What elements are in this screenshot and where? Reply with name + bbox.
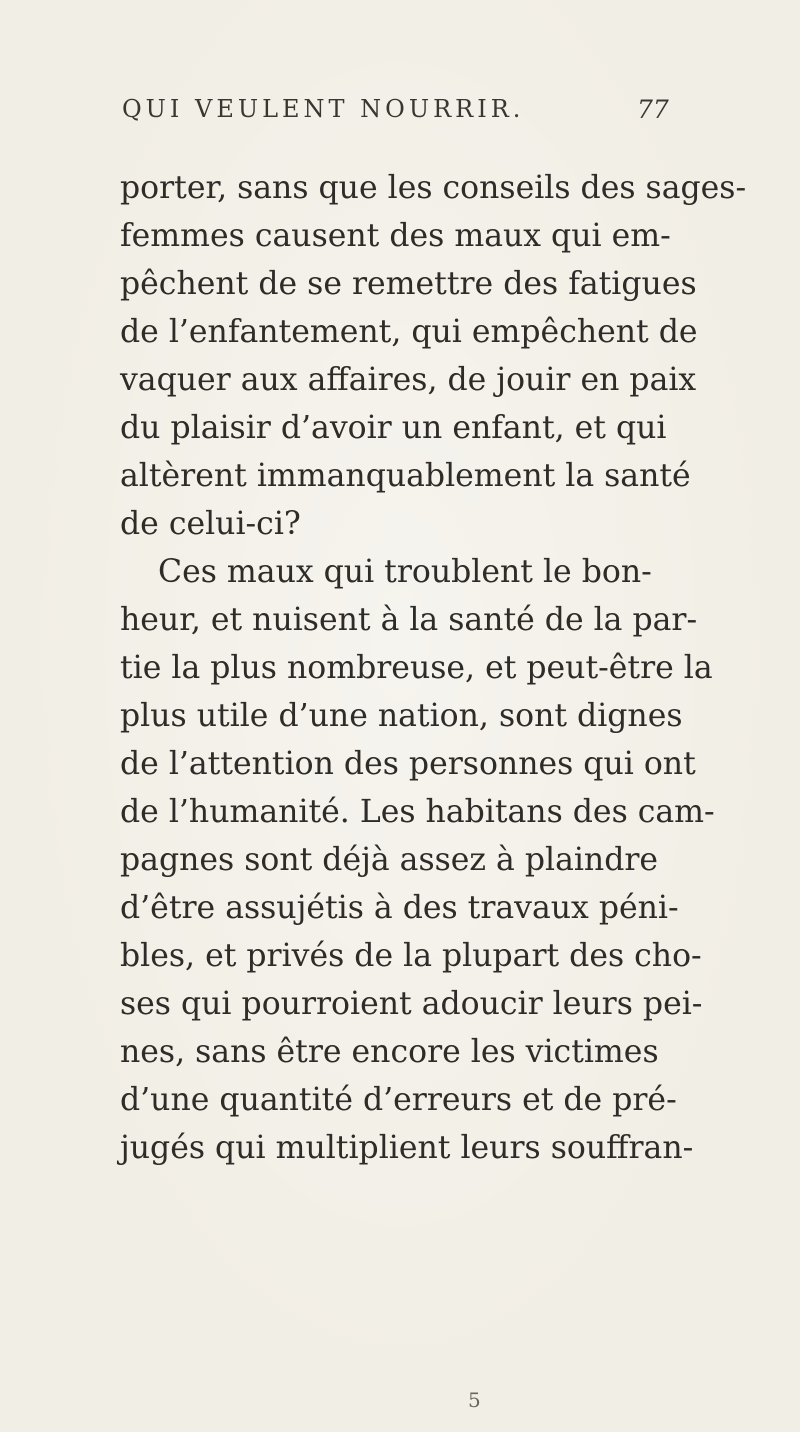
paragraph-start-line: Ces maux qui troublent le bon- xyxy=(158,554,652,590)
text-line: de l’humanité. Les habitans des cam- xyxy=(120,794,715,830)
page-number: 77 xyxy=(637,95,669,124)
text-line: tie la plus nombreuse, et peut-être la xyxy=(120,650,713,686)
running-head: QUI VEULENT NOURRIR. xyxy=(122,95,525,123)
text-line: pagnes sont déjà assez à plaindre xyxy=(120,842,659,878)
page-header xyxy=(112,95,712,135)
text-line: d’être assujétis à des travaux péni- xyxy=(120,890,679,926)
text-line: porter, sans que les conseils des sages- xyxy=(120,170,747,206)
signature-mark: 5 xyxy=(468,1388,481,1412)
text-line: jugés qui multiplient leurs souffran- xyxy=(120,1130,694,1166)
text-line: pêchent de se remettre des fatigues xyxy=(120,266,697,302)
text-line: de l’enfantement, qui empêchent de xyxy=(120,314,698,350)
text-line: vaquer aux affaires, de jouir en paix xyxy=(120,362,697,398)
text-line: ses qui pourroient adoucir leurs pei- xyxy=(120,986,703,1022)
text-line: de l’attention des personnes qui ont xyxy=(120,746,696,782)
text-line: femmes causent des maux qui em- xyxy=(120,218,671,254)
text-line: bles, et privés de la plupart des cho- xyxy=(120,938,702,974)
text-line: plus utile d’une nation, sont dignes xyxy=(120,698,683,734)
text-line: de celui-ci? xyxy=(120,506,301,542)
text-line: heur, et nuisent à la santé de la par- xyxy=(120,602,698,638)
text-line: altèrent immanquablement la santé xyxy=(120,458,691,494)
text-line: nes, sans être encore les victimes xyxy=(120,1034,659,1070)
text-line: du plaisir d’avoir un enfant, et qui xyxy=(120,410,667,446)
text-line: d’une quantité d’erreurs et de pré- xyxy=(120,1082,677,1118)
